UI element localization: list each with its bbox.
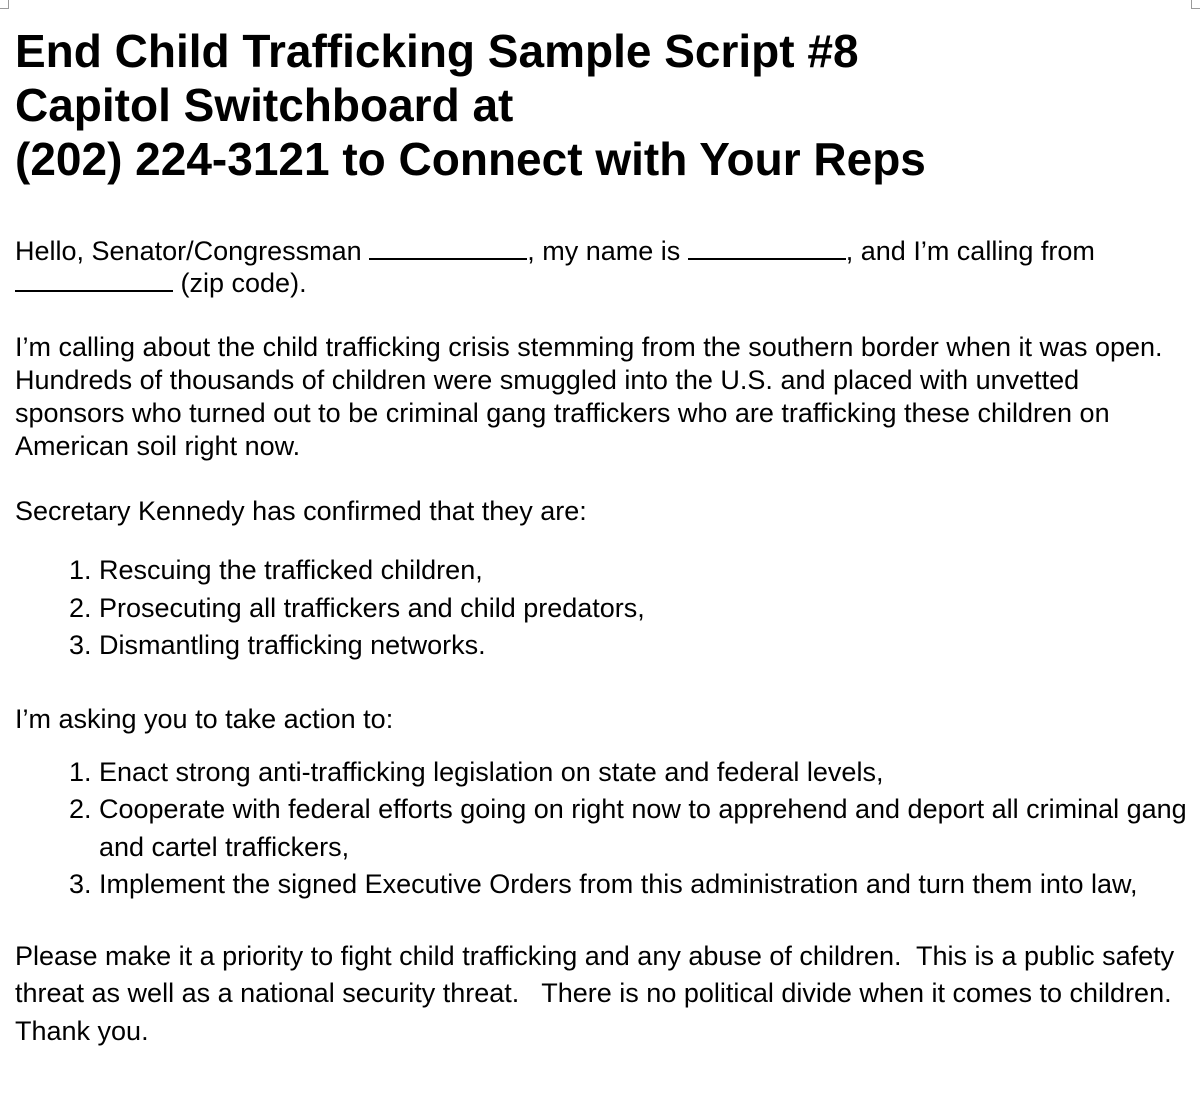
greeting-text: , and I’m calling from (845, 236, 1095, 266)
document-title (15, 24, 1195, 186)
crisis-paragraph: I’m calling about the child trafficking crisis stemming from the southern border when it was open. Hundreds of thousands of children were smuggled into the U.S. and placed with unvetted sponsors who turned out to be criminal gang traffickers who are trafficking these children on American soil right now. (15, 332, 1163, 461)
action-list (15, 754, 1195, 904)
list-item: 1. Enact strong anti-trafficking legislation on state and federal levels, (99, 754, 1195, 792)
greeting-paragraph (15, 235, 1195, 299)
closing-paragraph: Please make it a priority to fight child trafficking and any abuse of children. This is a public safety threat as well as a national security threat. There is no political divide when it comes to children. Thank you. (15, 940, 1194, 1046)
list-item: 3. Dismantling trafficking networks. (99, 627, 1195, 665)
list-item: 2. Cooperate with federal efforts going on right now to apprehend and deport all criminal gang and cartel traffickers, (99, 791, 1195, 866)
title-line: (202) 224-3121 to Connect with Your Reps (15, 133, 926, 185)
page-corner-mark-right (1191, 0, 1200, 9)
senator-name-blank (369, 236, 527, 260)
greeting-text: , my name is (527, 236, 681, 266)
greeting-text: Hello, Senator/Congressman (15, 236, 362, 266)
page-corner-mark-left (0, 0, 9, 9)
zip-code-blank (15, 268, 173, 292)
caller-name-blank (688, 236, 846, 260)
list-item: 1. Rescuing the trafficked children, (99, 552, 1195, 590)
document-page (15, 24, 1195, 1050)
action-intro: I’m asking you to take action to: (15, 703, 394, 734)
title-line: Capitol Switchboard at (15, 79, 514, 131)
confirm-list (15, 552, 1195, 665)
list-item: 3. Implement the signed Executive Orders from this administration and turn them into law, (99, 866, 1195, 904)
title-line: End Child Trafficking Sample Script #8 (15, 25, 859, 77)
list-item: 2. Prosecuting all traffickers and child predators, (99, 590, 1195, 628)
confirm-intro: Secretary Kennedy has confirmed that they are: (15, 496, 587, 526)
greeting-text: (zip code). (180, 268, 307, 298)
